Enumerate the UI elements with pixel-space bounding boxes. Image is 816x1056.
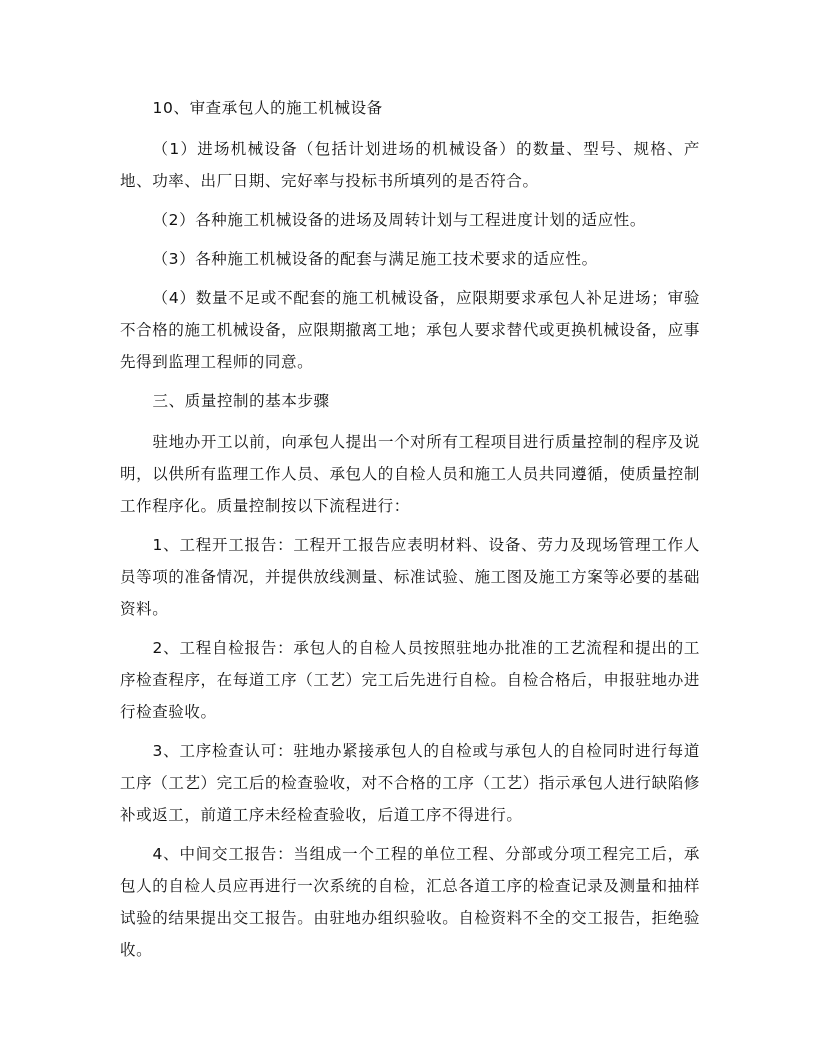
paragraph-item-2: （2）各种施工机械设备的进场及周转计划与工程进度计划的适应性。 — [152, 211, 647, 229]
section-heading-machinery-review: 10、审查承包人的施工机械设备 — [152, 99, 383, 117]
document-body — [120, 92, 700, 973]
paragraph-item-4: （4）数量不足或不配套的施工机械设备，应限期要求承包人补足进场；审验不合格的施工机械设备，应限期撤离工地；承包人要求替代或更换机械设备，应事先得到监理工程师的同意。 — [120, 289, 700, 371]
section-heading-quality-control: 三、质量控制的基本步骤 — [152, 392, 330, 410]
paragraph-quality-intro: 驻地办开工以前，向承包人提出一个对所有工程项目进行质量控制的程序及说明，以供所有监理工作人员、承包人的自检人员和施工人员共同遵循，使质量控制工作程序化。质量控制按以下流程进行： — [120, 433, 700, 515]
paragraph-step-interim-handover: 4、中间交工报告：当组成一个工程的单位工程、分部或分项工程完工后，承包人的自检人员应再进行一次系统的自检，汇总各道工序的检查记录及测量和抽样试验的结果提出交工报告。由驻地办组织验收。自检资料不全的交工报告，拒绝验收。 — [120, 845, 700, 959]
paragraph-item-3: （3）各种施工机械设备的配套与满足施工技术要求的适应性。 — [152, 250, 598, 268]
paragraph-step-start-report: 1、工程开工报告：工程开工报告应表明材料、设备、劳力及现场管理工作人员等项的准备情况，并提供放线测量、标准试验、施工图及施工方案等必要的基础资料。 — [120, 536, 700, 618]
paragraph-step-process-approval: 3、工序检查认可：驻地办紧接承包人的自检或与承包人的自检同时进行每道工序（工艺）完工后的检查验收，对不合格的工序（工艺）指示承包人进行缺陷修补或返工，前道工序未经检查验收，后道工序不得进行。 — [120, 742, 700, 824]
paragraph-step-self-inspection: 2、工程自检报告：承包人的自检人员按照驻地办批准的工艺流程和提出的工序检查程序，在每道工序（工艺）完工后先进行自检。自检合格后，申报驻地办进行检查验收。 — [120, 639, 700, 721]
paragraph-item-1: （1）进场机械设备（包括计划进场的机械设备）的数量、型号、规格、产地、功率、出厂日期、完好率与投标书所填列的是否符合。 — [120, 140, 700, 190]
